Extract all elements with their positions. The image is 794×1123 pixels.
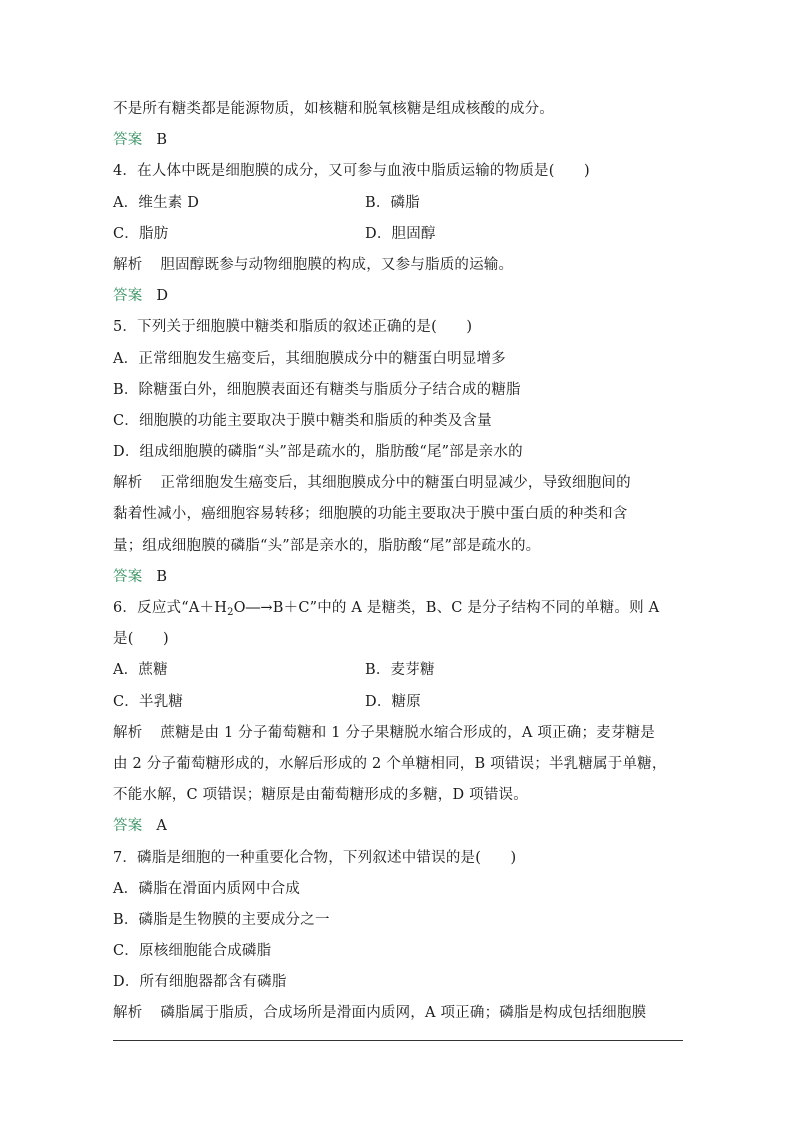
- option-b: B．磷脂: [365, 194, 420, 211]
- answer-value: B: [156, 132, 168, 149]
- answer-label: 答案: [113, 132, 143, 149]
- analysis-continuation: 不能水解，C 项错误；糖原是由葡萄糖形成的多糖，D 项错误。: [113, 787, 528, 804]
- analysis-text: 正常细胞发生癌变后，其细胞膜成分中的糖蛋白明显减少，导致细胞间的: [160, 475, 631, 492]
- analysis-line-q4: [113, 250, 683, 281]
- option-b: B．麦芽糖: [365, 662, 435, 679]
- footer-rule: [113, 1040, 683, 1041]
- answer-line-q3: [113, 125, 683, 156]
- question-4-options-row-1: [113, 188, 683, 219]
- answer-line-q4: [113, 281, 683, 312]
- analysis-line-q6: [113, 718, 683, 749]
- question-6-stem-part-1: 6．反应式“A＋H: [113, 600, 228, 616]
- option-d: D．糖原: [365, 693, 421, 710]
- option-a: A．维生素 D: [113, 194, 200, 211]
- option-c: C．脂肪: [113, 225, 169, 242]
- analysis-line-q7: [113, 998, 683, 1029]
- document-page: [113, 94, 683, 1030]
- answer-value: B: [156, 568, 168, 585]
- analysis-label: 解析: [113, 475, 143, 492]
- question-6-options-row-2: [113, 687, 683, 718]
- option-c: C．原核细胞能合成磷脂: [113, 943, 272, 960]
- intro-line: 不是所有糖类都是能源物质，如核糖和脱氧核糖是组成核酸的成分。: [113, 101, 554, 117]
- analysis-label: 解析: [113, 1005, 143, 1022]
- answer-line-q6: [113, 811, 683, 842]
- answer-label: 答案: [113, 568, 143, 585]
- option-b: B．除糖蛋白外，细胞膜表面还有糖类与脂质分子结合成的糖脂: [113, 381, 521, 398]
- analysis-continuation: 黏着性减小，癌细胞容易转移；细胞膜的功能主要取决于膜中蛋白质的种类和含: [113, 506, 628, 523]
- question-6-stem: [113, 593, 683, 624]
- answer-line-q5: [113, 562, 683, 593]
- question-6-options-row-1: [113, 655, 683, 686]
- option-b: B．磷脂是生物膜的主要成分之一: [113, 911, 330, 928]
- answer-value: A: [156, 818, 168, 835]
- analysis-label: 解析: [113, 724, 143, 741]
- question-5-stem: 5．下列关于细胞膜中糖类和脂质的叙述正确的是( ): [113, 319, 473, 336]
- option-a: A．磷脂在滑面内质网中合成: [113, 880, 301, 897]
- analysis-continuation: 量；组成细胞膜的磷脂“头”部是亲水的，脂肪酸“尾”部是疏水的。: [113, 537, 541, 554]
- option-d: D．胆固醇: [365, 225, 436, 242]
- question-6-stem-part-2: O―→B＋C”中的 A 是糖类，B、C 是分子结构不同的单糖。则 A: [233, 600, 660, 616]
- analysis-text: 磷脂属于脂质，合成场所是滑面内质网，A 项正确；磷脂是构成包括细胞膜: [160, 1005, 647, 1022]
- analysis-text: 胆固醇既参与动物细胞膜的构成，又参与脂质的运输。: [160, 256, 514, 273]
- question-4-stem: 4．在人体中既是细胞膜的成分，又可参与血液中脂质运输的物质是( ): [113, 163, 590, 180]
- answer-value: D: [156, 288, 169, 305]
- option-a: A．蔗糖: [113, 662, 168, 679]
- option-d: D．组成细胞膜的磷脂“头”部是疏水的，脂肪酸“尾”部是亲水的: [113, 444, 523, 461]
- analysis-continuation: 由 2 分子葡萄糖形成的，水解后形成的 2 个单糖相同，B 项错误；半乳糖属于单糖，: [113, 755, 667, 772]
- analysis-text: 蔗糖是由 1 分子葡萄糖和 1 分子果糖脱水缩合形成的，A 项正确；麦芽糖是: [160, 724, 655, 741]
- option-c: C．半乳糖: [113, 693, 184, 710]
- question-7-stem: 7．磷脂是细胞的一种重要化合物，下列叙述中错误的是( ): [113, 849, 517, 866]
- option-c: C．细胞膜的功能主要取决于膜中糖类和脂质的种类及含量: [113, 412, 492, 429]
- question-4-options-row-2: [113, 219, 683, 250]
- analysis-line-q5: [113, 468, 683, 499]
- analysis-label: 解析: [113, 256, 143, 273]
- answer-label: 答案: [113, 818, 143, 835]
- subscript-2: 2: [227, 607, 234, 618]
- option-d: D．所有细胞器都含有磷脂: [113, 974, 287, 991]
- question-6-stem-continuation: 是( ): [113, 631, 169, 648]
- answer-label: 答案: [113, 288, 143, 305]
- option-a: A．正常细胞发生癌变后，其细胞膜成分中的糖蛋白明显增多: [113, 350, 506, 367]
